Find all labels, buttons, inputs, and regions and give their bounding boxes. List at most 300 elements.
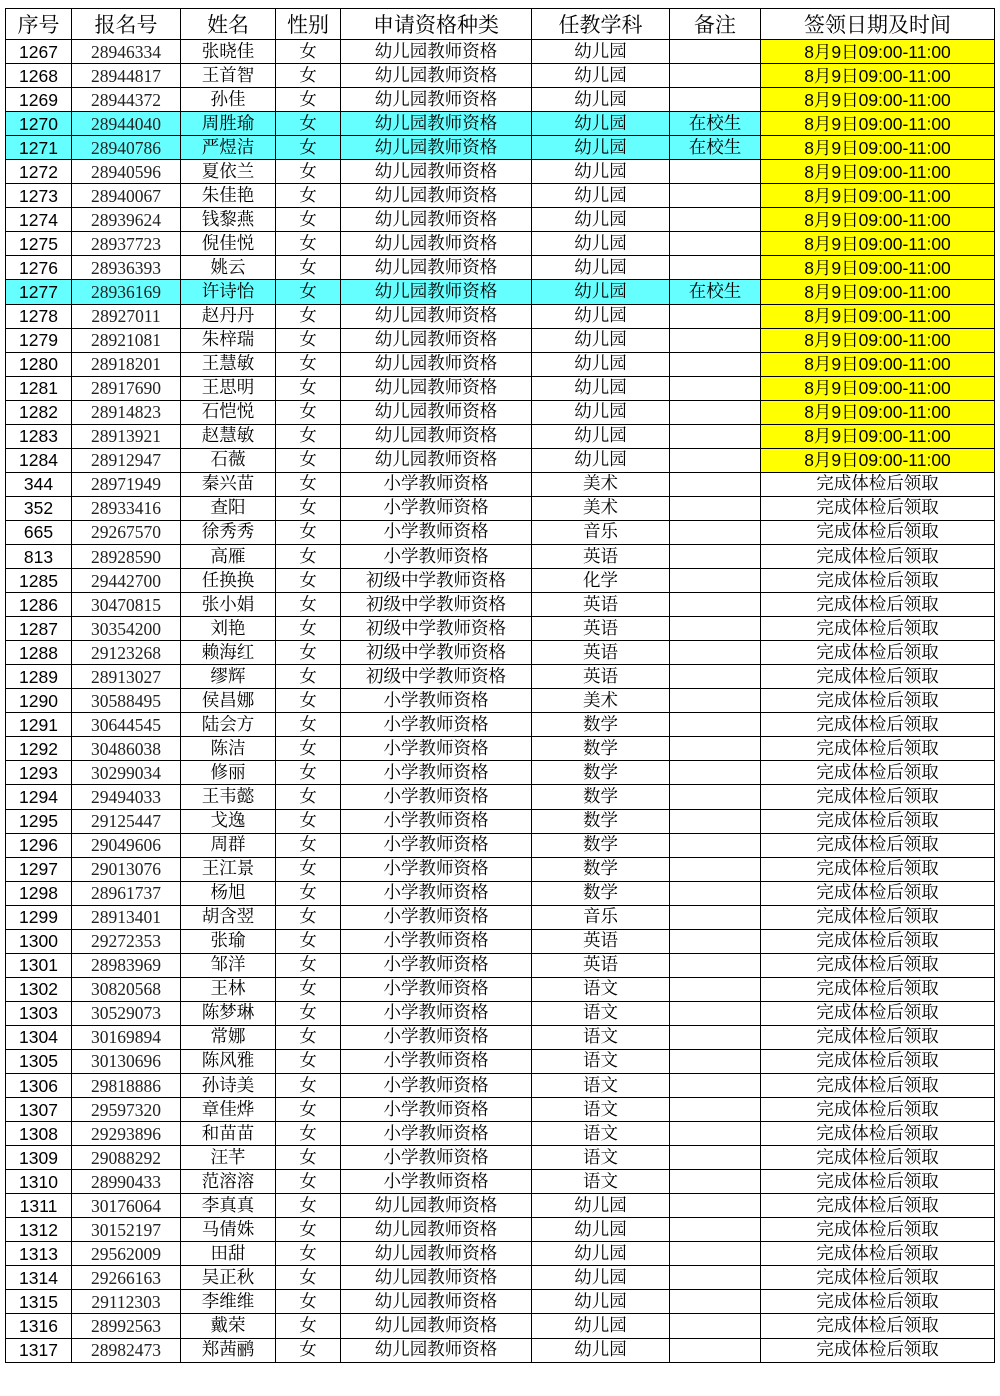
- cell-index: 1286: [6, 593, 72, 617]
- cell-registration-number: 29088292: [72, 1146, 181, 1170]
- cell-index: 1269: [6, 88, 72, 112]
- roster-table: [5, 8, 995, 1363]
- cell-note: [670, 593, 761, 617]
- cell-name: 刘艳: [181, 617, 276, 641]
- cell-gender: 女: [276, 496, 341, 520]
- cell-index: 1280: [6, 352, 72, 376]
- table-row: [6, 376, 995, 400]
- cell-gender: 女: [276, 761, 341, 785]
- cell-registration-number: 28944372: [72, 88, 181, 112]
- cell-qualification-type: 小学教师资格: [341, 833, 532, 857]
- cell-index: 1307: [6, 1098, 72, 1122]
- cell-gender: 女: [276, 1266, 341, 1290]
- cell-qualification-type: 小学教师资格: [341, 881, 532, 905]
- cell-gender: 女: [276, 1049, 341, 1073]
- cell-gender: 女: [276, 1194, 341, 1218]
- cell-pickup-time: 8月9日09:00-11:00: [761, 64, 995, 88]
- header-subject: 任教学科: [532, 9, 670, 40]
- cell-note: [670, 160, 761, 184]
- cell-subject: 语文: [532, 1001, 670, 1025]
- cell-note: [670, 472, 761, 496]
- cell-pickup-time: 完成体检后领取: [761, 1242, 995, 1266]
- cell-gender: 女: [276, 208, 341, 232]
- cell-registration-number: 28927011: [72, 304, 181, 328]
- cell-name: 周胜瑜: [181, 112, 276, 136]
- table-header: [6, 9, 995, 40]
- cell-subject: 幼儿园: [532, 1338, 670, 1362]
- cell-gender: 女: [276, 665, 341, 689]
- cell-pickup-time: 8月9日09:00-11:00: [761, 424, 995, 448]
- cell-qualification-type: 初级中学教师资格: [341, 665, 532, 689]
- cell-index: 1279: [6, 328, 72, 352]
- cell-gender: 女: [276, 64, 341, 88]
- cell-pickup-time: 完成体检后领取: [761, 641, 995, 665]
- cell-note: [670, 424, 761, 448]
- cell-index: 1283: [6, 424, 72, 448]
- cell-qualification-type: 小学教师资格: [341, 809, 532, 833]
- cell-note: [670, 352, 761, 376]
- cell-subject: 美术: [532, 689, 670, 713]
- cell-registration-number: 28961737: [72, 881, 181, 905]
- table-row: [6, 1194, 995, 1218]
- cell-name: 杨旭: [181, 881, 276, 905]
- cell-qualification-type: 小学教师资格: [341, 905, 532, 929]
- cell-name: 和苗苗: [181, 1122, 276, 1146]
- cell-name: 郑茜鹂: [181, 1338, 276, 1362]
- cell-name: 田甜: [181, 1242, 276, 1266]
- table-row: [6, 689, 995, 713]
- cell-registration-number: 28982473: [72, 1338, 181, 1362]
- cell-registration-number: 30820568: [72, 977, 181, 1001]
- cell-name: 王江景: [181, 857, 276, 881]
- cell-subject: 幼儿园: [532, 136, 670, 160]
- cell-qualification-type: 小学教师资格: [341, 1049, 532, 1073]
- cell-gender: 女: [276, 40, 341, 64]
- cell-index: 1299: [6, 905, 72, 929]
- header-pickup-time: 签领日期及时间: [761, 9, 995, 40]
- cell-qualification-type: 幼儿园教师资格: [341, 208, 532, 232]
- cell-registration-number: 29442700: [72, 569, 181, 593]
- cell-index: 1312: [6, 1218, 72, 1242]
- cell-name: 钱黎燕: [181, 208, 276, 232]
- cell-index: 1303: [6, 1001, 72, 1025]
- cell-gender: 女: [276, 352, 341, 376]
- cell-subject: 幼儿园: [532, 40, 670, 64]
- table-row: [6, 1098, 995, 1122]
- cell-gender: 女: [276, 593, 341, 617]
- cell-registration-number: 28971949: [72, 472, 181, 496]
- cell-note: [670, 1314, 761, 1338]
- cell-note: [670, 761, 761, 785]
- cell-subject: 幼儿园: [532, 1242, 670, 1266]
- cell-qualification-type: 幼儿园教师资格: [341, 328, 532, 352]
- cell-registration-number: 29597320: [72, 1098, 181, 1122]
- cell-gender: 女: [276, 376, 341, 400]
- cell-name: 邹洋: [181, 953, 276, 977]
- cell-index: 1275: [6, 232, 72, 256]
- cell-gender: 女: [276, 1074, 341, 1098]
- cell-subject: 英语: [532, 593, 670, 617]
- cell-note: [670, 1098, 761, 1122]
- table-row: [6, 1218, 995, 1242]
- cell-note: [670, 1194, 761, 1218]
- table-row: [6, 64, 995, 88]
- cell-pickup-time: 完成体检后领取: [761, 809, 995, 833]
- cell-note: [670, 496, 761, 520]
- cell-subject: 语文: [532, 1049, 670, 1073]
- cell-registration-number: 30588495: [72, 689, 181, 713]
- cell-gender: 女: [276, 136, 341, 160]
- cell-gender: 女: [276, 1025, 341, 1049]
- cell-subject: 幼儿园: [532, 1194, 670, 1218]
- cell-subject: 英语: [532, 953, 670, 977]
- cell-pickup-time: 完成体检后领取: [761, 833, 995, 857]
- header-note: 备注: [670, 9, 761, 40]
- cell-subject: 数学: [532, 761, 670, 785]
- cell-name: 张小娟: [181, 593, 276, 617]
- cell-registration-number: 28921081: [72, 328, 181, 352]
- cell-qualification-type: 幼儿园教师资格: [341, 136, 532, 160]
- table-row: [6, 1242, 995, 1266]
- cell-pickup-time: 完成体检后领取: [761, 1218, 995, 1242]
- cell-gender: 女: [276, 881, 341, 905]
- cell-note: [670, 617, 761, 641]
- header-registration-number: 报名号: [72, 9, 181, 40]
- cell-gender: 女: [276, 232, 341, 256]
- cell-subject: 数学: [532, 713, 670, 737]
- cell-qualification-type: 小学教师资格: [341, 953, 532, 977]
- cell-gender: 女: [276, 520, 341, 544]
- cell-qualification-type: 小学教师资格: [341, 1098, 532, 1122]
- cell-name: 戈逸: [181, 809, 276, 833]
- cell-pickup-time: 8月9日09:00-11:00: [761, 232, 995, 256]
- cell-index: 1285: [6, 569, 72, 593]
- cell-note: [670, 785, 761, 809]
- cell-qualification-type: 幼儿园教师资格: [341, 352, 532, 376]
- cell-gender: 女: [276, 472, 341, 496]
- cell-qualification-type: 幼儿园教师资格: [341, 232, 532, 256]
- cell-note: [670, 208, 761, 232]
- cell-registration-number: 30176064: [72, 1194, 181, 1218]
- cell-pickup-time: 完成体检后领取: [761, 1098, 995, 1122]
- cell-gender: 女: [276, 448, 341, 472]
- cell-pickup-time: 完成体检后领取: [761, 593, 995, 617]
- cell-index: 1271: [6, 136, 72, 160]
- cell-subject: 幼儿园: [532, 376, 670, 400]
- cell-subject: 数学: [532, 881, 670, 905]
- cell-gender: 女: [276, 641, 341, 665]
- table-row: [6, 232, 995, 256]
- cell-subject: 语文: [532, 1146, 670, 1170]
- table-row: [6, 1266, 995, 1290]
- cell-note: [670, 569, 761, 593]
- cell-subject: 幼儿园: [532, 448, 670, 472]
- cell-registration-number: 28990433: [72, 1170, 181, 1194]
- table-row: [6, 280, 995, 304]
- cell-name: 高雁: [181, 544, 276, 568]
- cell-name: 常娜: [181, 1025, 276, 1049]
- cell-index: 1309: [6, 1146, 72, 1170]
- cell-qualification-type: 小学教师资格: [341, 1001, 532, 1025]
- cell-index: 1311: [6, 1194, 72, 1218]
- cell-qualification-type: 初级中学教师资格: [341, 593, 532, 617]
- cell-note: [670, 833, 761, 857]
- table-row: [6, 1025, 995, 1049]
- cell-index: 1297: [6, 857, 72, 881]
- cell-subject: 幼儿园: [532, 352, 670, 376]
- table-row: [6, 400, 995, 424]
- cell-qualification-type: 小学教师资格: [341, 472, 532, 496]
- table-row: [6, 977, 995, 1001]
- cell-subject: 数学: [532, 737, 670, 761]
- cell-subject: 数学: [532, 833, 670, 857]
- cell-index: 1300: [6, 929, 72, 953]
- cell-registration-number: 30152197: [72, 1218, 181, 1242]
- cell-gender: 女: [276, 785, 341, 809]
- cell-registration-number: 29013076: [72, 857, 181, 881]
- table-row: [6, 352, 995, 376]
- cell-pickup-time: 完成体检后领取: [761, 1314, 995, 1338]
- cell-index: 1295: [6, 809, 72, 833]
- cell-subject: 幼儿园: [532, 208, 670, 232]
- cell-subject: 英语: [532, 665, 670, 689]
- cell-pickup-time: 8月9日09:00-11:00: [761, 448, 995, 472]
- cell-note: [670, 737, 761, 761]
- cell-note: [670, 713, 761, 737]
- cell-note: [670, 953, 761, 977]
- cell-index: 1277: [6, 280, 72, 304]
- cell-subject: 化学: [532, 569, 670, 593]
- cell-index: 1298: [6, 881, 72, 905]
- cell-note: 在校生: [670, 136, 761, 160]
- cell-name: 周群: [181, 833, 276, 857]
- table-row: [6, 857, 995, 881]
- cell-pickup-time: 8月9日09:00-11:00: [761, 40, 995, 64]
- cell-name: 朱佳艳: [181, 184, 276, 208]
- cell-gender: 女: [276, 88, 341, 112]
- cell-note: [670, 857, 761, 881]
- cell-name: 陈风雅: [181, 1049, 276, 1073]
- table-row: [6, 905, 995, 929]
- cell-gender: 女: [276, 1242, 341, 1266]
- cell-index: 1316: [6, 1314, 72, 1338]
- cell-name: 倪佳悦: [181, 232, 276, 256]
- cell-pickup-time: 8月9日09:00-11:00: [761, 136, 995, 160]
- cell-qualification-type: 幼儿园教师资格: [341, 304, 532, 328]
- cell-pickup-time: 完成体检后领取: [761, 665, 995, 689]
- table-row: [6, 160, 995, 184]
- cell-qualification-type: 幼儿园教师资格: [341, 64, 532, 88]
- table-row: [6, 424, 995, 448]
- cell-gender: 女: [276, 1338, 341, 1362]
- cell-note: [670, 64, 761, 88]
- cell-registration-number: 28939624: [72, 208, 181, 232]
- cell-name: 章佳烨: [181, 1098, 276, 1122]
- table-row: [6, 641, 995, 665]
- cell-registration-number: 28940786: [72, 136, 181, 160]
- cell-index: 1276: [6, 256, 72, 280]
- cell-note: [670, 304, 761, 328]
- cell-name: 王思明: [181, 376, 276, 400]
- table-row: [6, 569, 995, 593]
- cell-note: [670, 1025, 761, 1049]
- table-row: [6, 184, 995, 208]
- cell-registration-number: 28937723: [72, 232, 181, 256]
- cell-note: [670, 88, 761, 112]
- cell-pickup-time: 8月9日09:00-11:00: [761, 352, 995, 376]
- cell-subject: 语文: [532, 1098, 670, 1122]
- cell-pickup-time: 完成体检后领取: [761, 689, 995, 713]
- cell-gender: 女: [276, 1314, 341, 1338]
- cell-note: [670, 809, 761, 833]
- table-row: [6, 665, 995, 689]
- cell-qualification-type: 小学教师资格: [341, 761, 532, 785]
- table-row: [6, 1314, 995, 1338]
- cell-pickup-time: 8月9日09:00-11:00: [761, 376, 995, 400]
- header-index: 序号: [6, 9, 72, 40]
- table-row: [6, 1122, 995, 1146]
- cell-subject: 幼儿园: [532, 424, 670, 448]
- cell-gender: 女: [276, 809, 341, 833]
- cell-note: [670, 665, 761, 689]
- cell-qualification-type: 初级中学教师资格: [341, 569, 532, 593]
- cell-pickup-time: 完成体检后领取: [761, 1194, 995, 1218]
- cell-index: 1313: [6, 1242, 72, 1266]
- cell-subject: 幼儿园: [532, 280, 670, 304]
- table-row: [6, 1001, 995, 1025]
- cell-subject: 音乐: [532, 520, 670, 544]
- cell-qualification-type: 幼儿园教师资格: [341, 1242, 532, 1266]
- cell-name: 王首智: [181, 64, 276, 88]
- cell-subject: 数学: [532, 809, 670, 833]
- cell-pickup-time: 完成体检后领取: [761, 544, 995, 568]
- cell-index: 1287: [6, 617, 72, 641]
- cell-qualification-type: 小学教师资格: [341, 496, 532, 520]
- cell-gender: 女: [276, 1146, 341, 1170]
- cell-index: 1308: [6, 1122, 72, 1146]
- cell-index: 1267: [6, 40, 72, 64]
- cell-qualification-type: 幼儿园教师资格: [341, 1194, 532, 1218]
- cell-index: 1301: [6, 953, 72, 977]
- table-row: [6, 1146, 995, 1170]
- cell-pickup-time: 完成体检后领取: [761, 713, 995, 737]
- cell-registration-number: 30486038: [72, 737, 181, 761]
- cell-note: [670, 448, 761, 472]
- cell-qualification-type: 幼儿园教师资格: [341, 1290, 532, 1314]
- cell-gender: 女: [276, 689, 341, 713]
- cell-qualification-type: 幼儿园教师资格: [341, 1266, 532, 1290]
- cell-registration-number: 30169894: [72, 1025, 181, 1049]
- cell-qualification-type: 小学教师资格: [341, 1170, 532, 1194]
- table-row: [6, 448, 995, 472]
- cell-registration-number: 28944817: [72, 64, 181, 88]
- cell-index: 1294: [6, 785, 72, 809]
- cell-note: [670, 376, 761, 400]
- cell-name: 石恺悦: [181, 400, 276, 424]
- cell-registration-number: 30529073: [72, 1001, 181, 1025]
- cell-registration-number: 29049606: [72, 833, 181, 857]
- table-row: [6, 328, 995, 352]
- cell-subject: 美术: [532, 496, 670, 520]
- cell-subject: 幼儿园: [532, 328, 670, 352]
- cell-index: 813: [6, 544, 72, 568]
- cell-note: [670, 1218, 761, 1242]
- cell-name: 查阳: [181, 496, 276, 520]
- cell-pickup-time: 完成体检后领取: [761, 881, 995, 905]
- cell-subject: 幼儿园: [532, 1290, 670, 1314]
- cell-pickup-time: 完成体检后领取: [761, 569, 995, 593]
- table-row: [6, 809, 995, 833]
- cell-name: 孙佳: [181, 88, 276, 112]
- cell-pickup-time: 完成体检后领取: [761, 472, 995, 496]
- cell-qualification-type: 小学教师资格: [341, 1146, 532, 1170]
- cell-registration-number: 28914823: [72, 400, 181, 424]
- cell-index: 1304: [6, 1025, 72, 1049]
- cell-subject: 幼儿园: [532, 112, 670, 136]
- cell-pickup-time: 完成体检后领取: [761, 1338, 995, 1362]
- cell-index: 1314: [6, 1266, 72, 1290]
- cell-gender: 女: [276, 304, 341, 328]
- cell-note: [670, 1146, 761, 1170]
- cell-index: 1273: [6, 184, 72, 208]
- cell-note: [670, 544, 761, 568]
- cell-pickup-time: 完成体检后领取: [761, 857, 995, 881]
- cell-registration-number: 29112303: [72, 1290, 181, 1314]
- cell-name: 夏依兰: [181, 160, 276, 184]
- cell-name: 陈梦琳: [181, 1001, 276, 1025]
- cell-name: 侯昌娜: [181, 689, 276, 713]
- table-row: [6, 208, 995, 232]
- cell-subject: 幼儿园: [532, 304, 670, 328]
- cell-index: 1291: [6, 713, 72, 737]
- cell-registration-number: 28913401: [72, 905, 181, 929]
- cell-note: [670, 1170, 761, 1194]
- cell-index: 1293: [6, 761, 72, 785]
- cell-name: 缪辉: [181, 665, 276, 689]
- cell-subject: 数学: [532, 857, 670, 881]
- cell-name: 赵丹丹: [181, 304, 276, 328]
- cell-note: [670, 184, 761, 208]
- cell-note: [670, 689, 761, 713]
- cell-pickup-time: 完成体检后领取: [761, 1146, 995, 1170]
- cell-name: 任换换: [181, 569, 276, 593]
- cell-gender: 女: [276, 833, 341, 857]
- cell-index: 1317: [6, 1338, 72, 1362]
- cell-qualification-type: 小学教师资格: [341, 857, 532, 881]
- cell-registration-number: 28936169: [72, 280, 181, 304]
- cell-qualification-type: 小学教师资格: [341, 1025, 532, 1049]
- cell-note: [670, 905, 761, 929]
- cell-index: 1306: [6, 1074, 72, 1098]
- cell-index: 1272: [6, 160, 72, 184]
- cell-index: 1282: [6, 400, 72, 424]
- cell-registration-number: 29267570: [72, 520, 181, 544]
- cell-registration-number: 29494033: [72, 785, 181, 809]
- cell-pickup-time: 8月9日09:00-11:00: [761, 328, 995, 352]
- cell-index: 1281: [6, 376, 72, 400]
- cell-index: 1315: [6, 1290, 72, 1314]
- table-row: [6, 1170, 995, 1194]
- cell-pickup-time: 8月9日09:00-11:00: [761, 112, 995, 136]
- cell-subject: 英语: [532, 617, 670, 641]
- cell-name: 李真真: [181, 1194, 276, 1218]
- cell-qualification-type: 幼儿园教师资格: [341, 448, 532, 472]
- cell-pickup-time: 完成体检后领取: [761, 737, 995, 761]
- header-qualification-type: 申请资格种类: [341, 9, 532, 40]
- cell-qualification-type: 初级中学教师资格: [341, 641, 532, 665]
- cell-name: 严煜洁: [181, 136, 276, 160]
- cell-registration-number: 30299034: [72, 761, 181, 785]
